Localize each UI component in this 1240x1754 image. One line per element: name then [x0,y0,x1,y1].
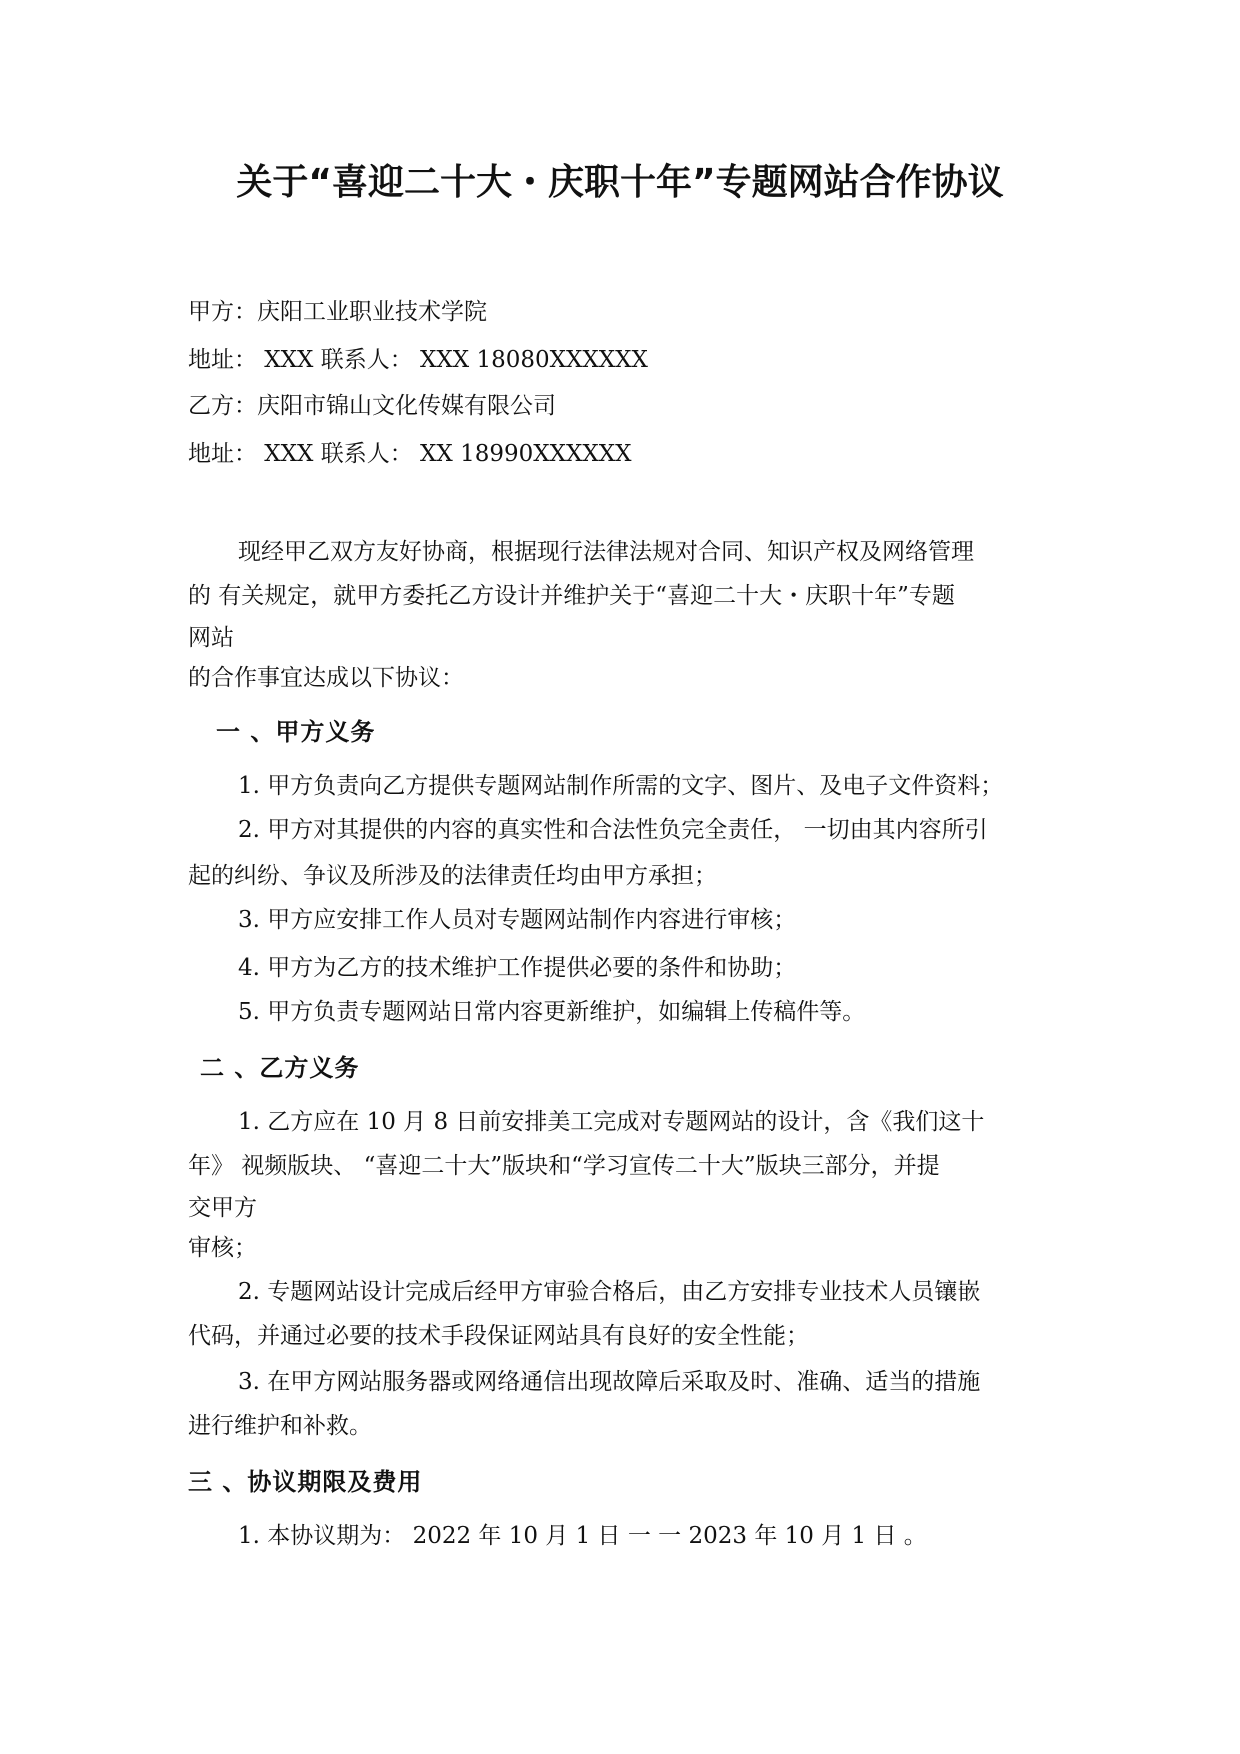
section-1-line: 2. 甲方对其提供的内容的真实性和合法性负完全责任， 一切由其内容所引 [238,817,988,843]
section-2-line: 代码，并通过必要的技术手段保证网站具有良好的安全性能； [188,1323,809,1349]
section-3-line: 1. 本协议期为： 2022 年 10 月 1 日 一 一 2023 年 10 月 1 日 。 [238,1523,927,1549]
section-2-heading: 二 、乙方义务 [200,1054,360,1082]
section-2-line: 1. 乙方应在 10 月 8 日前安排美工完成对专题网站的设计，含《我们这十 [238,1109,985,1135]
party-b-address: 地址： XXX 联系人： XX 18990XXXXXX [188,441,632,467]
intro-line: 的 有关规定，就甲方委托乙方设计并维护关于“喜迎二十大・庆职十年”专题 [188,583,955,609]
party-a-name: 甲方：庆阳工业职业技术学院 [188,299,487,325]
section-2-line: 交甲方 [188,1195,257,1221]
intro-line: 网站 [188,625,234,651]
section-1-line: 3. 甲方应安排工作人员对专题网站制作内容进行审核； [238,907,797,933]
section-2-line: 3. 在甲方网站服务器或网络通信出现故障后采取及时、准确、适当的措施 [238,1369,981,1395]
party-a-address: 地址： XXX 联系人： XXX 18080XXXXXX [188,347,648,373]
party-b-name: 乙方：庆阳市锦山文化传媒有限公司 [188,393,556,419]
section-2-line: 年》 视频版块、 “喜迎二十大”版块和“学习宣传二十大”版块三部分，并提 [188,1153,940,1179]
section-1-line: 4. 甲方为乙方的技术维护工作提供必要的条件和协助； [238,955,797,981]
section-3-heading: 三 、协议期限及费用 [188,1468,423,1496]
section-1-line: 5. 甲方负责专题网站日常内容更新维护，如编辑上传稿件等。 [238,999,866,1025]
intro-line: 现经甲乙双方友好协商，根据现行法律法规对合同、知识产权及网络管理 [238,539,974,565]
section-1-line: 起的纠纷、争议及所涉及的法律责任均由甲方承担； [188,863,717,889]
intro-line: 的合作事宜达成以下协议： [188,665,464,691]
section-1-heading: 一 、甲方义务 [216,718,376,746]
document-title: 关于“喜迎二十大・庆职十年”专题网站合作协议 [236,162,1004,203]
section-2-line: 审核； [188,1235,257,1261]
section-2-line: 进行维护和补救。 [188,1413,372,1439]
section-2-line: 2. 专题网站设计完成后经甲方审验合格后，由乙方安排专业技术人员镶嵌 [238,1279,981,1305]
section-1-line: 1. 甲方负责向乙方提供专题网站制作所需的文字、图片、及电子文件资料； [238,773,1004,799]
